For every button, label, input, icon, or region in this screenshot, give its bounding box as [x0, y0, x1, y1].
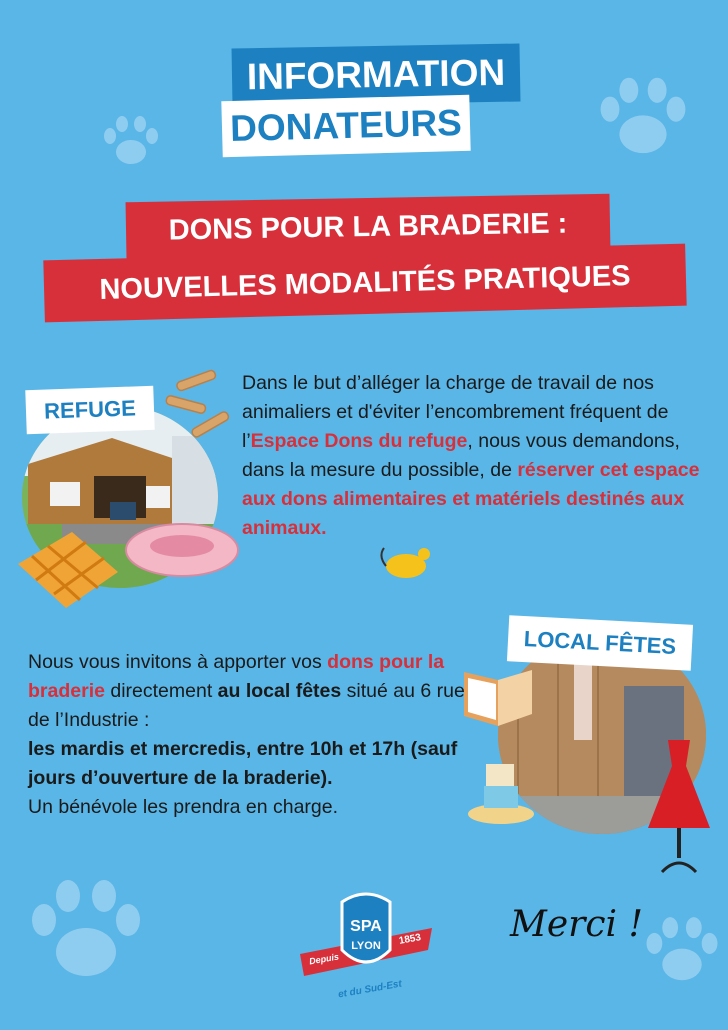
logo-year: 1853 — [398, 932, 422, 947]
toy-mouse-illustration — [378, 542, 440, 582]
pet-bed-illustration — [122, 518, 242, 580]
title-line-1: DONS POUR LA BRADERIE : — [126, 194, 611, 260]
local-text: Nous vous invitons à apporter vos — [28, 651, 328, 673]
local-fetes-paragraph — [28, 648, 468, 822]
information-tag: INFORMATION — [232, 43, 521, 106]
dishes-illustration — [464, 756, 538, 828]
refuge-text: , nous vous demandons, dans la mesure du possible, de — [242, 430, 680, 481]
spa-lyon-logo — [296, 888, 436, 1008]
paw-print-icon — [636, 900, 728, 1000]
au-local-fetes-bold: au local fêtes — [217, 680, 342, 702]
dog-bones-illustration — [160, 368, 236, 440]
paw-print-icon — [96, 106, 166, 176]
local-text: directement — [104, 680, 218, 702]
logo-spa: SPA — [350, 918, 382, 935]
paw-print-icon — [588, 62, 698, 172]
refuge-text: Dans le but d’alléger la charge de travail de nos animaliers et d'éviter l’encombrement fréquent de l’ — [242, 372, 669, 452]
reserve-espace-highlight: réserver cet espace aux dons alimentaires et matériels destinés aux animaux. — [242, 459, 700, 539]
logo-sud-est: et du Sud-Est — [337, 978, 403, 1001]
espace-dons-highlight: Espace Dons du refuge — [250, 430, 468, 452]
volunteer-text: Un bénévole les prendra en charge. — [28, 796, 339, 818]
dons-braderie-highlight: dons pour la braderie — [28, 651, 445, 702]
address-text: situé au 6 rue de l’Industrie : — [28, 680, 465, 731]
logo-depuis: Depuis — [308, 951, 340, 967]
refuge-paragraph — [242, 369, 712, 543]
book-illustration — [460, 660, 536, 730]
donateurs-tag: DONATEURS — [221, 95, 470, 157]
paw-print-icon — [16, 860, 156, 1000]
red-dress-illustration — [638, 736, 720, 874]
merci-signature: Merci ! — [510, 904, 643, 945]
schedule-text: les mardis et mercredis, entre 10h et 17h (sauf jours d’ouverture de la braderie). — [28, 738, 458, 789]
title-line-2: NOUVELLES MODALITÉS PRATIQUES — [43, 244, 686, 323]
logo-lyon: LYON — [351, 940, 381, 952]
local-fetes-tag: LOCAL FÊTES — [507, 615, 693, 671]
refuge-tag: REFUGE — [25, 386, 154, 434]
blanket-illustration — [14, 522, 124, 612]
